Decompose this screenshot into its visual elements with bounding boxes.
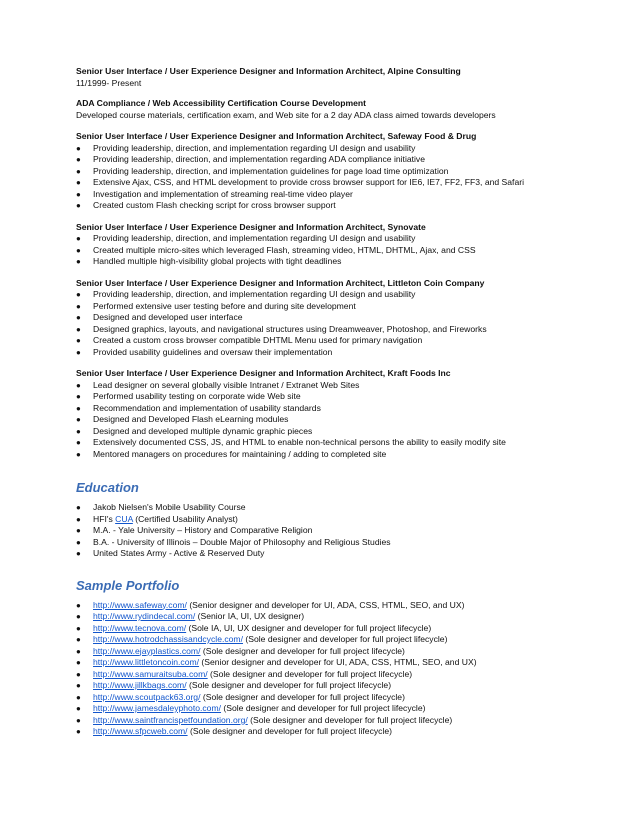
job-littleton-coin [76, 278, 596, 359]
bullet-icon: ● [76, 257, 81, 266]
bullet-icon: ● [76, 514, 81, 524]
job-title: Senior User Interface / User Experience Designer and Information Architect, Kraft Foods Inc [76, 368, 451, 378]
bullet-icon: ● [76, 692, 81, 702]
bullet-icon: ● [76, 234, 81, 243]
bullet-icon: ● [76, 635, 81, 644]
education-item: ● HFI's CUA (Certified Usability Analyst) [76, 513, 238, 524]
bullet-icon: ● [76, 189, 81, 199]
bullet-item: ● Created a custom cross browser compatible DHTML Menu used for primary navigation [76, 335, 423, 345]
bullet-icon: ● [76, 313, 81, 322]
bullet-item: ● Designed and developed multiple dynamic graphic pieces [76, 425, 313, 436]
bullet-icon: ● [76, 324, 81, 334]
portfolio-link[interactable]: http://www.jillkbags.com/ [93, 680, 187, 690]
portfolio-item: ● http://www.safeway.com/ (Senior designer and developer for UI, ADA, CSS, HTML, SEO, and UX) [76, 599, 465, 610]
bullet-item: ● Extensive Ajax, CSS, and HTML development to provide cross browser support for IE6, IE7, FF2, FF3, and Safari [76, 177, 524, 187]
bullet-icon: ● [76, 290, 81, 299]
education-item: ● B.A. - University of Illinois – Double Major of Philosophy and Religious Studies [76, 536, 391, 547]
education-item: ● United States Army - Active & Reserved Duty [76, 548, 265, 558]
portfolio-list [76, 600, 596, 738]
job-safeway [76, 131, 596, 212]
education-item: ● M.A. - Yale University – History and Comparative Religion [76, 525, 313, 535]
bullet-icon: ● [76, 336, 81, 345]
bullet-icon: ● [76, 415, 81, 424]
bullet-item: ● Extensively documented CSS, JS, and HTML to enable non-technical persons the ability to easily modify site [76, 437, 506, 447]
portfolio-item: ● http://www.rydindecal.com/ (Senior IA, UI, UX designer) [76, 611, 305, 621]
portfolio-item: ● http://www.littletoncoin.com/ (Senior designer and developer for UI, ADA, CSS, HTML, SEO, and UX) [76, 657, 477, 667]
bullet-item: ● Designed and Developed Flash eLearning modules [76, 414, 289, 424]
resume-page [76, 0, 596, 738]
bullet-item: ● Mentored managers on procedures for maintaining / adding to completed site [76, 448, 387, 459]
bullet-item: ● Providing leadership, direction, and implementation regarding UI design and usability [76, 142, 416, 153]
bullet-icon: ● [76, 449, 81, 459]
education-list [76, 502, 596, 560]
education-section [76, 480, 596, 560]
portfolio-link[interactable]: http://www.samuraitsuba.com/ [93, 668, 208, 679]
bullet-icon: ● [76, 727, 81, 736]
portfolio-item: ● http://www.samuraitsuba.com/ (Sole designer and developer for full project lifecycle) [76, 668, 413, 679]
bullet-icon: ● [76, 392, 81, 401]
bullet-item: ● Providing leadership, direction, and implementation regarding UI design and usability [76, 233, 416, 243]
bullet-item: ● Designed and developed user interface [76, 312, 243, 322]
bullet-item: ● Recommendation and implementation of usability standards [76, 402, 321, 413]
bullet-item: ● Handled multiple high-visibility global projects with tight deadlines [76, 256, 342, 266]
bullet-item: ● Lead designer on several globally visible Intranet / Extranet Web Sites [76, 379, 360, 390]
bullet-icon: ● [76, 155, 81, 164]
portfolio-item: ● http://www.ejayplastics.com/ (Sole designer and developer for full project lifecycle) [76, 645, 405, 656]
project-title: ADA Compliance / Web Accessibility Certification Course Development [76, 98, 367, 108]
bullet-icon: ● [76, 623, 81, 633]
bullet-icon: ● [76, 658, 81, 667]
bullet-item: ● Provided usability guidelines and oversaw their implementation [76, 346, 333, 357]
portfolio-section [76, 578, 596, 738]
cua-link[interactable]: CUA [115, 513, 133, 524]
bullet-icon: ● [76, 380, 81, 390]
bullet-icon: ● [76, 245, 81, 255]
portfolio-item: ● http://www.jamesdaleyphoto.com/ (Sole designer and developer for full project lifecycle) [76, 703, 426, 713]
project-description: Developed course materials, certification exam, and Web site for a 2 day ADA class aimed towards developers [76, 109, 496, 120]
bullet-icon: ● [76, 669, 81, 679]
bullet-item: ● Designed graphics, layouts, and navigational structures using Dreamweaver, Photoshop, and Fireworks [76, 323, 487, 334]
portfolio-link[interactable]: http://www.jamesdaleyphoto.com/ [93, 703, 222, 713]
bullet-item: ● Performed usability testing on corporate wide Web site [76, 391, 301, 401]
bullet-icon: ● [76, 526, 81, 535]
bullet-icon: ● [76, 178, 81, 187]
portfolio-heading: Sample Portfolio [76, 577, 180, 593]
portfolio-link[interactable]: http://www.hotrodchassisandcycle.com/ [93, 634, 243, 644]
bullet-icon: ● [76, 537, 81, 547]
portfolio-link[interactable]: http://www.scoutpack63.org/ [93, 691, 201, 702]
education-heading: Education [76, 480, 139, 495]
portfolio-item: ● http://www.jillkbags.com/ (Sole designer and developer for full project lifecycle) [76, 680, 392, 690]
portfolio-link[interactable]: http://www.rydindecal.com/ [93, 611, 196, 621]
job-dates: 11/1999- Present [76, 77, 142, 88]
portfolio-link[interactable]: http://www.littletoncoin.com/ [93, 657, 200, 667]
portfolio-link[interactable]: http://www.tecnova.com/ [93, 622, 187, 633]
job-title: Senior User Interface / User Experience Designer and Information Architect, Safeway Food & Drug [76, 131, 477, 141]
top-margin [76, 0, 596, 66]
bullet-icon: ● [76, 503, 81, 512]
job-title: Senior User Interface / User Experience Designer and Information Architect, Littleton Coin Company [76, 277, 485, 288]
bullet-icon: ● [76, 549, 81, 558]
bullet-icon: ● [76, 347, 81, 357]
bullet-icon: ● [76, 301, 81, 311]
portfolio-link[interactable]: http://www.sfpcweb.com/ [93, 726, 188, 736]
portfolio-item: ● http://www.tecnova.com/ (Sole IA, UI, UX designer and developer for full project lifecycle) [76, 622, 432, 633]
bullet-icon: ● [76, 715, 81, 725]
bullet-icon: ● [76, 143, 81, 153]
portfolio-item: ● http://www.saintfrancispetfoundation.org/ (Sole designer and developer for full project lifecycle) [76, 714, 453, 725]
job-kraft-foods [76, 368, 596, 460]
bullet-icon: ● [76, 704, 81, 713]
bullet-icon: ● [76, 438, 81, 447]
job-title: Senior User Interface / User Experience Designer and Information Architect, Synovate [76, 221, 426, 232]
portfolio-link[interactable]: http://www.ejayplastics.com/ [93, 645, 201, 656]
job-bullets [76, 233, 596, 268]
bullet-icon: ● [76, 612, 81, 621]
bullet-item: ● Providing leadership, direction, and implementation guidelines for page load time optimization [76, 165, 449, 176]
project-ada-course [76, 98, 596, 121]
portfolio-item: ● http://www.hotrodchassisandcycle.com/ (Sole designer and developer for full project lifecycle) [76, 634, 448, 644]
job-synovate [76, 222, 596, 268]
job-bullets [76, 289, 596, 358]
portfolio-item: ● http://www.sfpcweb.com/ (Sole designer and developer for full project lifecycle) [76, 726, 393, 736]
bullet-icon: ● [76, 646, 81, 656]
bullet-item: ● Performed extensive user testing before and during site development [76, 300, 356, 311]
bullet-item: ● Providing leadership, direction, and implementation regarding ADA compliance initiative [76, 154, 426, 164]
bullet-icon: ● [76, 600, 81, 610]
bullet-item: ● Created multiple micro-sites which leveraged Flash, streaming video, HTML, DHTML, Ajax, and CSS [76, 244, 476, 255]
portfolio-link[interactable]: http://www.safeway.com/ [93, 599, 187, 610]
bullet-item: ● Providing leadership, direction, and implementation regarding UI design and usability [76, 289, 416, 299]
job-bullets [76, 143, 596, 212]
bullet-icon: ● [76, 201, 81, 210]
education-item: ● Jakob Nielsen's Mobile Usability Course [76, 502, 246, 512]
bullet-item: ● Investigation and implementation of streaming real-time video player [76, 188, 353, 199]
bullet-icon: ● [76, 426, 81, 436]
bullet-item: ● Created custom Flash checking script for cross browser support [76, 200, 336, 210]
job-bullets [76, 380, 596, 461]
job-alpine-consulting [76, 66, 596, 89]
portfolio-item: ● http://www.scoutpack63.org/ (Sole designer and developer for full project lifecycle) [76, 691, 405, 702]
job-title: Senior User Interface / User Experience Designer and Information Architect, Alpine Consulting [76, 66, 461, 76]
bullet-icon: ● [76, 403, 81, 413]
bullet-icon: ● [76, 681, 81, 690]
bullet-icon: ● [76, 166, 81, 176]
portfolio-link[interactable]: http://www.saintfrancispetfoundation.org/ [93, 714, 248, 725]
